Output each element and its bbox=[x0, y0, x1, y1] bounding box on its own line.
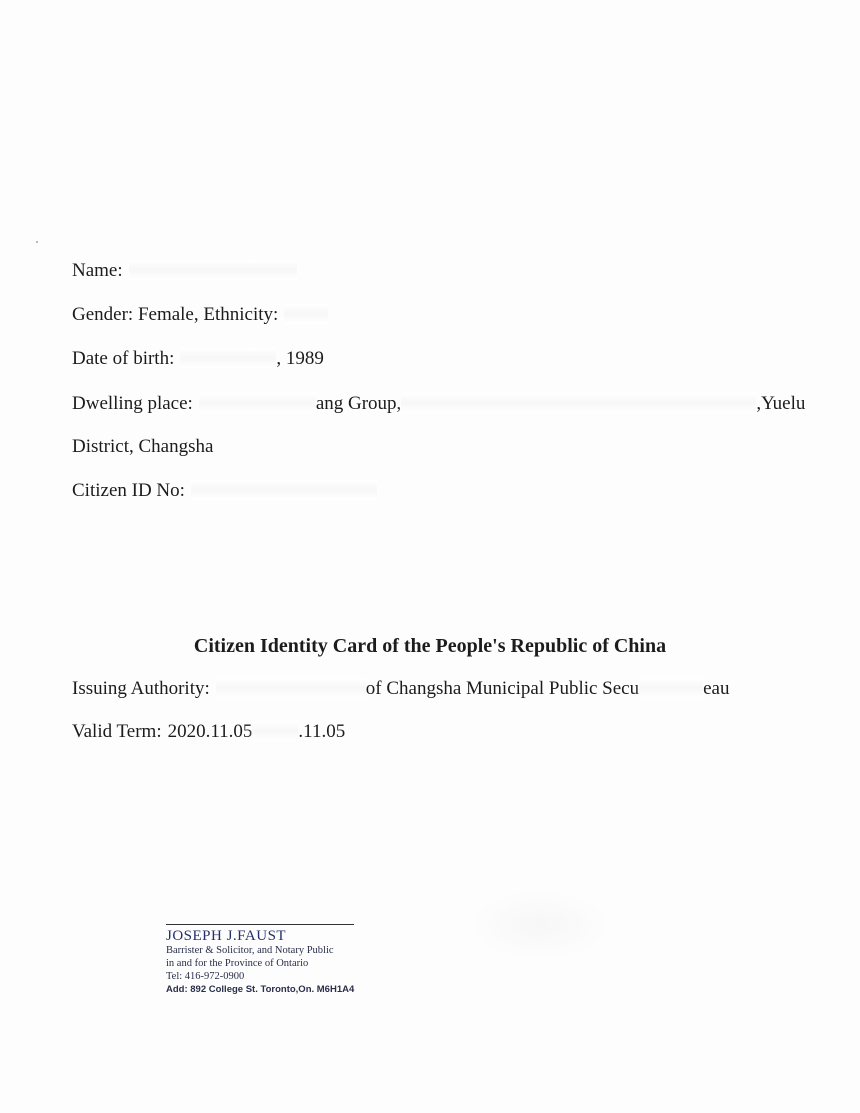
citizen-id-line bbox=[72, 480, 377, 502]
valid-term-end: .11.05 bbox=[298, 721, 346, 742]
valid-term-label: Valid Term: bbox=[72, 721, 162, 742]
dob-redaction bbox=[180, 348, 276, 368]
ethnicity-redaction bbox=[284, 304, 328, 324]
dob-line bbox=[72, 348, 324, 370]
citizen-id-label: Citizen ID No: bbox=[72, 480, 185, 501]
name-redaction bbox=[129, 260, 297, 280]
issuing-middle: of Changsha Municipal Public Secu bbox=[365, 678, 640, 699]
notary-jurisdiction: in and for the Province of Ontario bbox=[166, 958, 309, 969]
notary-address: Add: 892 College St. Toronto,On. M6H1A4 bbox=[166, 984, 355, 995]
scan-speck bbox=[36, 241, 38, 243]
name-line bbox=[72, 260, 297, 282]
issuing-authority-label: Issuing Authority: bbox=[72, 678, 210, 699]
dwelling-part-3: ,Yuelu bbox=[756, 393, 806, 414]
gender-ethnicity-label: Gender: Female, Ethnicity: bbox=[72, 304, 279, 325]
issuing-authority-line bbox=[72, 678, 730, 700]
dwelling-label: Dwelling place: bbox=[72, 393, 193, 414]
dwelling-line-1 bbox=[72, 393, 805, 415]
issuing-redaction-2 bbox=[639, 678, 703, 698]
dwelling-line-2 bbox=[72, 436, 213, 458]
dwelling-redaction-2 bbox=[401, 393, 756, 413]
dwelling-district: District, Changsha bbox=[72, 436, 214, 457]
citizen-id-redaction bbox=[191, 480, 377, 500]
dob-label: Date of birth: bbox=[72, 348, 175, 369]
faint-seal-ghost bbox=[470, 890, 610, 960]
name-label: Name: bbox=[72, 260, 123, 281]
card-title: Citizen Identity Card of the People's Republic of China bbox=[193, 635, 667, 657]
notary-tel: Tel: 416-972-0900 bbox=[166, 971, 245, 982]
notary-stamp bbox=[166, 924, 376, 996]
issuing-redaction-1 bbox=[216, 678, 366, 698]
signature-line bbox=[166, 924, 354, 925]
notary-title: Barrister & Solicitor, and Notary Public bbox=[166, 945, 334, 956]
dwelling-part-1: ang Group, bbox=[315, 393, 402, 414]
valid-term-redaction bbox=[252, 721, 298, 741]
gender-ethnicity-line bbox=[72, 304, 328, 326]
dwelling-redaction-1 bbox=[199, 393, 316, 413]
valid-term-line bbox=[72, 721, 345, 743]
dob-year: , 1989 bbox=[276, 348, 324, 369]
issuing-end: eau bbox=[703, 678, 730, 699]
valid-term-start: 2020.11.05 bbox=[167, 721, 253, 742]
notary-name: JOSEPH J.FAUST bbox=[166, 928, 287, 944]
